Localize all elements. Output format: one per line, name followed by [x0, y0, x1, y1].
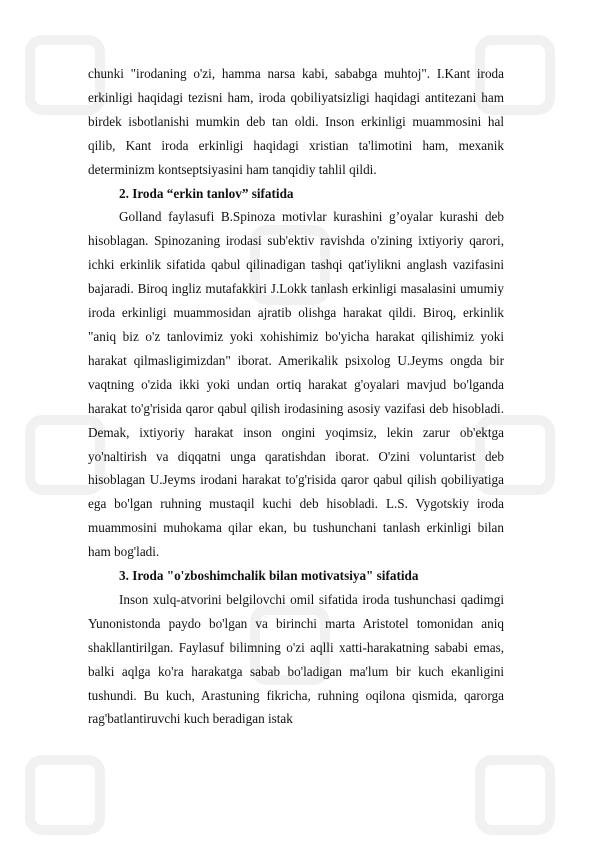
section-heading-arbitrary-motivation: 3. Iroda "o'zboshimchalik bilan motivatsiya" sifatida: [119, 568, 419, 584]
paragraph-spinoza-lokk-jeyms: Golland faylasufi B.Spinoza motivlar kurashini g’oyalar kurashi deb hisoblagan. Spinozaning irodasi sub'ektiv ravishda o'zining ixtiyoriy qarori, ichki erkinlik sifatida qabul qilinadigan tashqi qat'iylikni anglash vazifasini bajaradi. Biroq ingliz mutafakkiri J.Lokk tanlash erkinligi masalasini umumiy iroda erkinligi muammosidan ajratib olishga harakat qildi. Biroq, erkinlik "aniq biz o'z tanlovimiz yoki xohishimiz bo'yicha harakat qilishimiz yoki harakat qilmasligimizdan" iborat. Amerikalik psixolog U.Jeyms ongda bir vaqtning o'zida ikki yoki undan ortiq harakat g'oyalari mavjud bo'lganda harakat to'g'risida qaror qabul qilish irodasining asosiy vazifasi deb hisobladi. Demak, ixtiyoriy harakat inson ongini yoqimsiz, lekin zarur ob'ektga yo'naltirish va diqqatni unga qaratishdan iborat. O'zini voluntarist deb hisoblagan U.Jeyms irodani harakat to'g'risida qaror qabul qilish qobiliyatiga ega bo'lgan ruhning mustaqil kuchi deb hisobladi. L.S. Vygotskiy iroda muammosini muhokama qilar ekan, bu tushunchani tanlash erkinligi bilan ham bog'ladi.: [88, 209, 504, 560]
document-page: [88, 62, 504, 731]
section-heading-free-choice: 2. Iroda “erkin tanlov” sifatida: [119, 185, 294, 201]
paragraph-aristotel: Inson xulq-atvorini belgilovchi omil sifatida iroda tushunchasi qadimgi Yunonistonda paydo bo'lgan va birinchi marta Aristotel tomonidan aniq shakllantirilgan. Faylasuf bilimning o'zi aqlli xatti-harakatning sababi emas, balki aqlga ko'ra harakatga sabab bo'ladigan ma'lum bir kuch ekanligini tushundi. Bu kuch, Arastuning fikricha, ruhning oqilona qismida, qarorga rag'batlantiruvchi kuch beradigan istak: [88, 591, 504, 727]
paragraph-kant: chunki "irodaning o'zi, hamma narsa kabi, sababga muhtoj". I.Kant iroda erkinligi haqidagi tezisni ham, iroda qobiliyatsizligi haqidagi antitezani ham birdek isbotlanishi mumkin deb tan oldi. Inson erkinligi muammosini hal qilib, Kant iroda erkinligi haqidagi xristian ta'limotini ham, mexanik determinizm kontseptsiyasini ham tanqidiy tahlil qildi.: [88, 66, 504, 177]
